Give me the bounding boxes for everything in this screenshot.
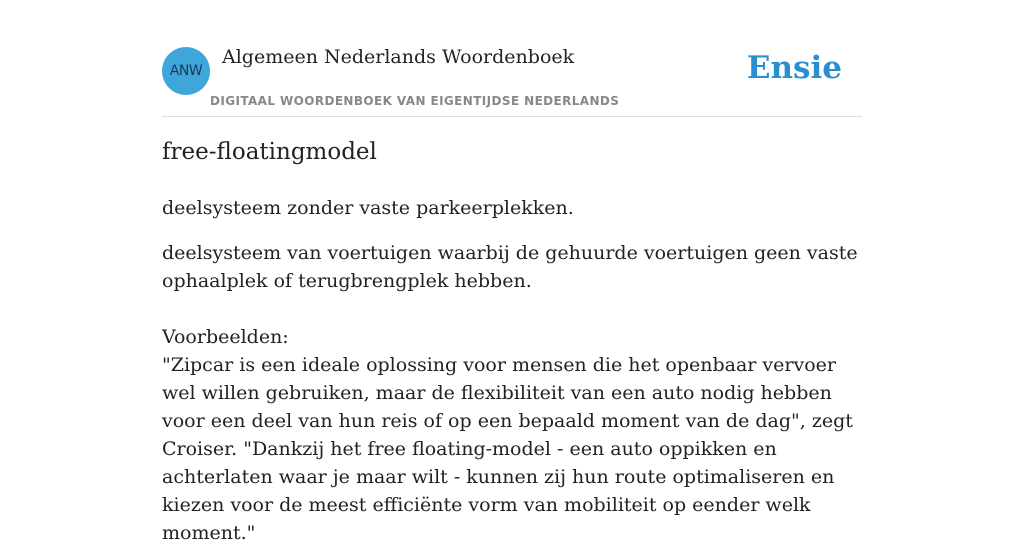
- examples-label: Voorbeelden:: [162, 326, 289, 348]
- examples-section: [162, 323, 862, 547]
- dictionary-subtitle: DIGITAAL WOORDENBOEK VAN EIGENTIJDSE NEDERLANDS: [210, 94, 620, 108]
- page-container: [162, 0, 862, 544]
- long-definition: deelsysteem van voertuigen waarbij de gehuurde voertuigen geen vaste ophaalplek of terugbrengplek hebben.: [162, 242, 858, 292]
- short-definition: deelsysteem zonder vaste parkeerplekken.: [162, 197, 574, 219]
- example-quote: "Zipcar is een ideale oplossing voor mensen die het openbaar vervoer wel willen gebruiken, maar de flexibiliteit van een auto nodig hebben voor een deel van hun reis of op een bepaald moment van de dag", zegt Croiser. "Dankzij het free floating-model - een auto oppikken en achterlaten waar je maar wilt - kunnen zij hun route optimaliseren en kiezen voor de meest efficiënte vorm van mobiliteit op eender welk moment.": [162, 354, 853, 544]
- site-header: [162, 0, 862, 117]
- dictionary-title[interactable]: Algemeen Nederlands Woordenboek: [222, 46, 575, 68]
- anw-logo[interactable]: ANW: [162, 47, 210, 95]
- ensie-logo[interactable]: Ensie: [746, 50, 842, 86]
- entry-headword: free-floatingmodel: [162, 139, 377, 165]
